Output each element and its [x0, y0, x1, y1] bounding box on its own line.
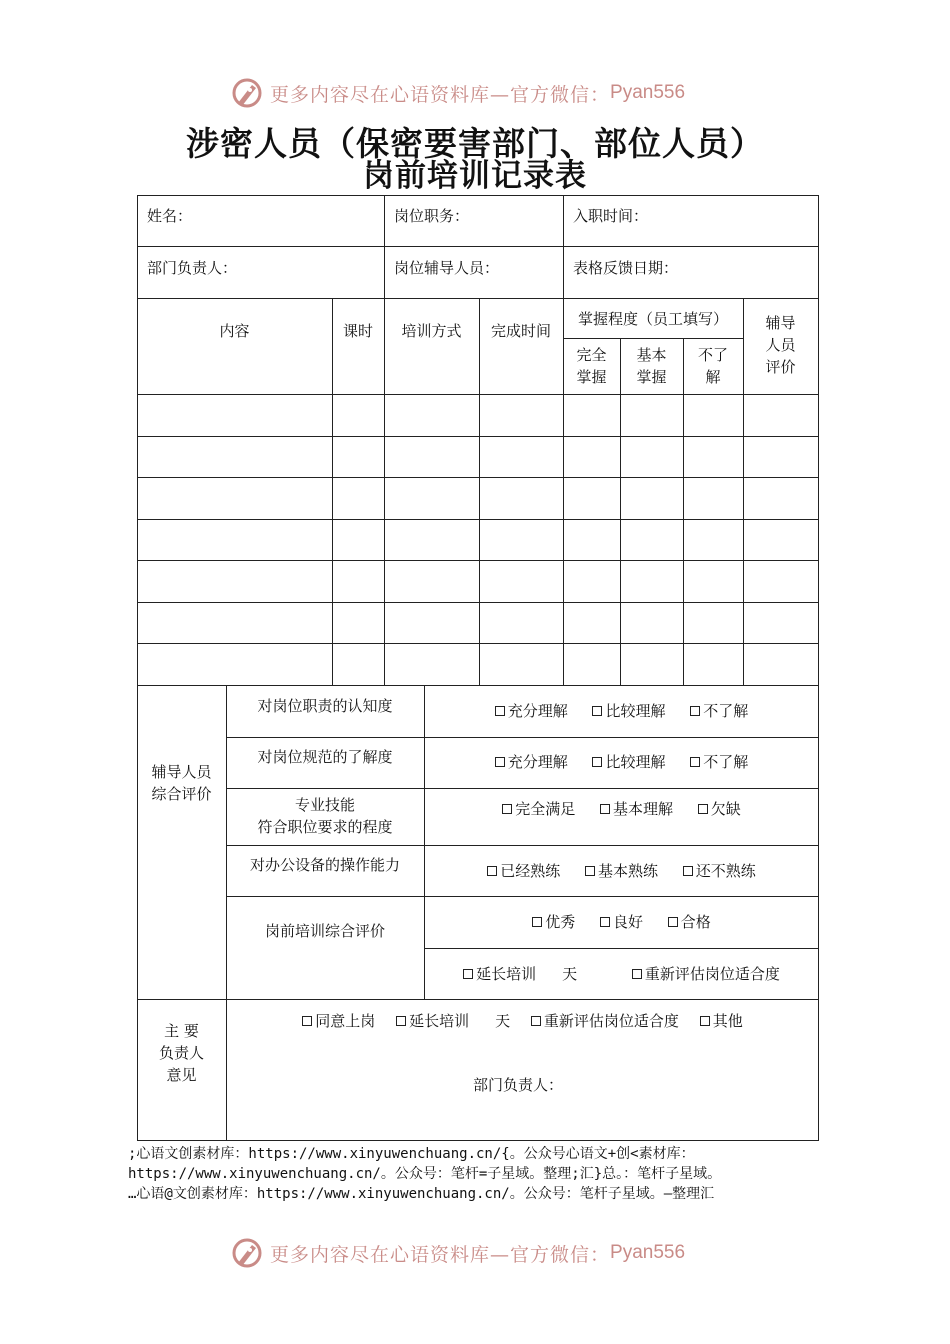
eval-row-2-options	[424, 751, 819, 773]
banner-text: 更多内容尽在心语资料库—官方微信：	[270, 1243, 611, 1266]
col-full: 完全 掌握	[576, 346, 607, 386]
checkbox-icon	[592, 706, 602, 716]
checkbox-icon	[690, 706, 700, 716]
footer-line-2: https://www.xinyuwenchuang.cn/。公众号：笔杆=子星域。整理;汇}总。：笔杆子星域。	[128, 1166, 722, 1182]
col-basic: 基本 掌握	[636, 346, 667, 386]
option-checkbox[interactable]: 合格	[668, 911, 711, 933]
top-banner	[230, 76, 685, 110]
option-checkbox[interactable]: 重新评估岗位适合度	[531, 1010, 679, 1032]
checkbox-icon	[668, 917, 678, 927]
checkbox-icon	[600, 804, 610, 814]
head-opinion-label: 主 要 负责人 意见	[158, 1022, 204, 1084]
option-checkbox[interactable]: 已经熟练	[487, 860, 560, 882]
col-content: 内容	[219, 322, 250, 340]
position-label: 岗位职务：	[394, 207, 470, 225]
option-checkbox[interactable]: 延长培训 天	[463, 963, 577, 985]
eval-row-2-label: 对岗位规范的了解度	[257, 748, 393, 766]
option-checkbox[interactable]: 优秀	[532, 911, 575, 933]
eval-row-3-options	[424, 798, 819, 820]
checkbox-icon	[463, 969, 473, 979]
option-checkbox[interactable]: 延长培训 天	[396, 1010, 510, 1032]
checkbox-icon	[632, 969, 642, 979]
checkbox-icon	[495, 757, 505, 767]
banner-text: 更多内容尽在心语资料库—官方微信：	[270, 83, 611, 106]
checkbox-icon	[396, 1016, 406, 1026]
checkbox-icon	[592, 757, 602, 767]
col-mentor-eval: 辅导 人员 评价	[765, 314, 796, 376]
option-checkbox[interactable]: 比较理解	[592, 751, 665, 773]
checkbox-icon	[487, 866, 497, 876]
footer-line-3: …心语@文创素材库：https://www.xinyuwenchuang.cn/。公众号：笔杆子星域。—整理汇	[128, 1186, 715, 1202]
eval-row-4-label: 对办公设备的操作能力	[249, 856, 400, 874]
eval-row-1-options	[424, 700, 819, 722]
mentor-label: 岗位辅导人员：	[394, 259, 500, 277]
checkbox-icon	[698, 804, 708, 814]
banner-id: Pyan556	[610, 1242, 686, 1263]
pen-logo-icon	[230, 76, 264, 110]
checkbox-icon	[502, 804, 512, 814]
feedback-date-label: 表格反馈日期：	[573, 259, 679, 277]
checkbox-icon	[531, 1016, 541, 1026]
option-checkbox[interactable]: 比较理解	[592, 700, 665, 722]
pen-logo-icon	[230, 1236, 264, 1270]
title-line-2: 岗前培训记录表	[363, 158, 587, 194]
dept-head-signer: 部门负责人：	[473, 1076, 564, 1094]
extend-options	[424, 963, 819, 985]
col-mastery: 掌握程度（员工填写）	[577, 310, 728, 328]
overall-eval-label: 岗前培训综合评价	[264, 922, 385, 940]
option-checkbox[interactable]: 欠缺	[698, 798, 741, 820]
option-checkbox[interactable]: 完全满足	[502, 798, 575, 820]
option-checkbox[interactable]: 其他	[700, 1010, 743, 1032]
eval-group-label: 辅导人员 综合评价	[151, 763, 212, 803]
bottom-banner	[230, 1236, 685, 1270]
checkbox-icon	[302, 1016, 312, 1026]
footer-line-1: ;心语文创素材库：https://www.xinyuwenchuang.cn/{。公众号心语文+创<素材库：	[128, 1146, 695, 1162]
title-line-1: 涉密人员（保密要害部门、部位人员）	[186, 124, 764, 163]
option-checkbox[interactable]: 不了解	[690, 700, 748, 722]
checkbox-icon	[690, 757, 700, 767]
option-checkbox[interactable]: 充分理解	[495, 700, 568, 722]
checkbox-icon	[532, 917, 542, 927]
col-method: 培训方式	[401, 322, 462, 340]
option-checkbox[interactable]: 同意上岗	[302, 1010, 375, 1032]
col-finish-time: 完成时间	[490, 322, 551, 340]
option-checkbox[interactable]: 充分理解	[495, 751, 568, 773]
eval-row-4-options	[424, 860, 819, 882]
name-label: 姓名：	[147, 207, 193, 225]
overall-eval-options	[424, 911, 819, 933]
eval-row-1-label: 对岗位职责的认知度	[257, 697, 393, 715]
eval-row-3-label: 专业技能 符合职位要求的程度	[257, 796, 393, 836]
option-checkbox[interactable]: 基本理解	[600, 798, 673, 820]
checkbox-icon	[683, 866, 693, 876]
col-hours: 课时	[342, 322, 373, 340]
checkbox-icon	[585, 866, 595, 876]
dept-head-label: 部门负责人：	[147, 259, 238, 277]
col-none: 不了 解	[697, 346, 728, 386]
checkbox-icon	[495, 706, 505, 716]
checkbox-icon	[700, 1016, 710, 1026]
hire-date-label: 入职时间：	[573, 207, 649, 225]
option-checkbox[interactable]: 基本熟练	[585, 860, 658, 882]
banner-id: Pyan556	[610, 82, 686, 103]
option-checkbox[interactable]: 良好	[600, 911, 643, 933]
head-opinion-options	[226, 1010, 819, 1032]
option-checkbox[interactable]: 不了解	[690, 751, 748, 773]
checkbox-icon	[600, 917, 610, 927]
option-checkbox[interactable]: 重新评估岗位适合度	[632, 963, 780, 985]
option-checkbox[interactable]: 还不熟练	[683, 860, 756, 882]
